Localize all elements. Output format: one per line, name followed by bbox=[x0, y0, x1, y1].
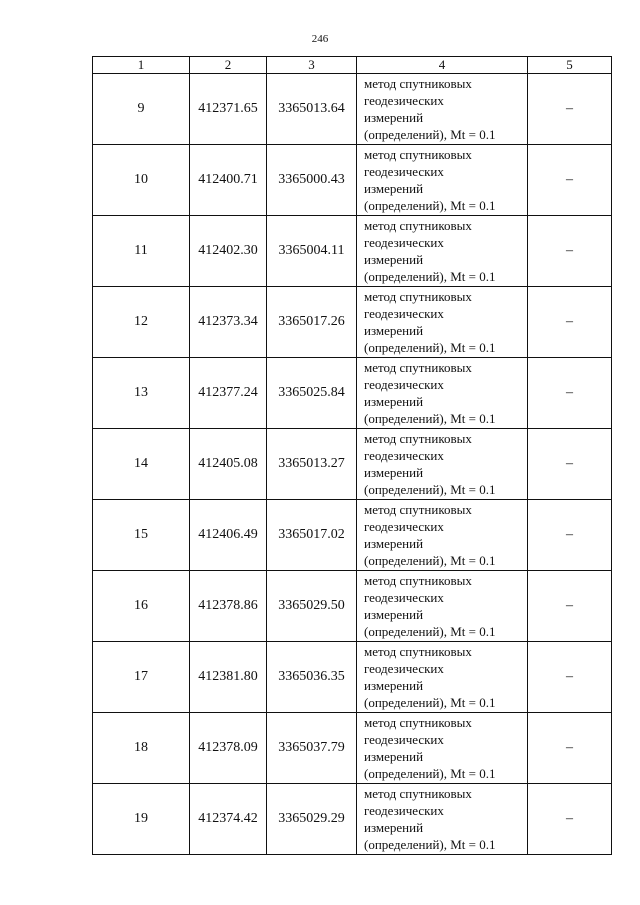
note-cell: – bbox=[528, 500, 612, 571]
column-header-4: 4 bbox=[357, 57, 528, 74]
method-cell bbox=[357, 216, 528, 287]
table-body bbox=[93, 74, 612, 855]
method-cell bbox=[357, 74, 528, 145]
method-text-line: геодезических bbox=[364, 448, 444, 463]
method-text-line: измерений bbox=[364, 820, 424, 835]
method-text-line: измерений bbox=[364, 607, 424, 622]
y-coordinate-cell: 3365017.02 bbox=[267, 500, 357, 571]
method-text-line: измерений bbox=[364, 536, 424, 551]
method-text-line: (определений), Mt = 0.1 bbox=[364, 482, 496, 497]
table-row bbox=[93, 145, 612, 216]
point-number-cell: 10 bbox=[93, 145, 190, 216]
y-coordinate-cell: 3365013.27 bbox=[267, 429, 357, 500]
method-text-line: метод спутниковых bbox=[364, 76, 472, 91]
method-cell bbox=[357, 287, 528, 358]
point-number-cell: 15 bbox=[93, 500, 190, 571]
method-cell bbox=[357, 358, 528, 429]
method-text-line: метод спутниковых bbox=[364, 644, 472, 659]
method-text-line: геодезических bbox=[364, 93, 444, 108]
column-header-3: 3 bbox=[267, 57, 357, 74]
point-number-cell: 18 bbox=[93, 713, 190, 784]
table-row bbox=[93, 358, 612, 429]
method-text-line: метод спутниковых bbox=[364, 431, 472, 446]
note-cell: – bbox=[528, 429, 612, 500]
method-text-line: (определений), Mt = 0.1 bbox=[364, 695, 496, 710]
page-number: 246 bbox=[311, 33, 329, 45]
method-text-line: геодезических bbox=[364, 732, 444, 747]
method-text-line: измерений bbox=[364, 394, 424, 409]
method-text-line: геодезических bbox=[364, 519, 444, 534]
method-text-line: (определений), Mt = 0.1 bbox=[364, 624, 496, 639]
y-coordinate-cell: 3365017.26 bbox=[267, 287, 357, 358]
method-text-line: измерений bbox=[364, 181, 424, 196]
method-text-line: измерений bbox=[364, 465, 424, 480]
method-text-line: (определений), Mt = 0.1 bbox=[364, 340, 496, 355]
method-text-line: метод спутниковых bbox=[364, 360, 472, 375]
x-coordinate-cell: 412402.30 bbox=[190, 216, 267, 287]
x-coordinate-cell: 412374.42 bbox=[190, 784, 267, 855]
y-coordinate-cell: 3365029.29 bbox=[267, 784, 357, 855]
method-text-line: метод спутниковых bbox=[364, 786, 472, 801]
y-coordinate-cell: 3365013.64 bbox=[267, 74, 357, 145]
method-text-line: (определений), Mt = 0.1 bbox=[364, 198, 496, 213]
method-text-line: измерений bbox=[364, 678, 424, 693]
method-text-line: метод спутниковых bbox=[364, 147, 472, 162]
method-text-line: геодезических bbox=[364, 377, 444, 392]
x-coordinate-cell: 412378.86 bbox=[190, 571, 267, 642]
method-cell bbox=[357, 642, 528, 713]
x-coordinate-cell: 412381.80 bbox=[190, 642, 267, 713]
point-number-cell: 12 bbox=[93, 287, 190, 358]
method-text-line: (определений), Mt = 0.1 bbox=[364, 553, 496, 568]
method-text-line: геодезических bbox=[364, 164, 444, 179]
point-number-cell: 14 bbox=[93, 429, 190, 500]
table-row bbox=[93, 287, 612, 358]
method-text-line: (определений), Mt = 0.1 bbox=[364, 837, 496, 852]
method-text-line: геодезических bbox=[364, 590, 444, 605]
x-coordinate-cell: 412406.49 bbox=[190, 500, 267, 571]
table-row bbox=[93, 642, 612, 713]
method-cell bbox=[357, 784, 528, 855]
table-row bbox=[93, 500, 612, 571]
y-coordinate-cell: 3365029.50 bbox=[267, 571, 357, 642]
point-number-cell: 9 bbox=[93, 74, 190, 145]
x-coordinate-cell: 412405.08 bbox=[190, 429, 267, 500]
method-text-line: измерений bbox=[364, 110, 424, 125]
table-row bbox=[93, 571, 612, 642]
column-header-2: 2 bbox=[190, 57, 267, 74]
y-coordinate-cell: 3365004.11 bbox=[267, 216, 357, 287]
method-text-line: геодезических bbox=[364, 306, 444, 321]
point-number-cell: 16 bbox=[93, 571, 190, 642]
note-cell: – bbox=[528, 571, 612, 642]
method-cell bbox=[357, 145, 528, 216]
x-coordinate-cell: 412371.65 bbox=[190, 74, 267, 145]
table-row bbox=[93, 713, 612, 784]
method-text-line: метод спутниковых bbox=[364, 289, 472, 304]
table-row bbox=[93, 429, 612, 500]
note-cell: – bbox=[528, 642, 612, 713]
x-coordinate-cell: 412377.24 bbox=[190, 358, 267, 429]
method-text-line: метод спутниковых bbox=[364, 218, 472, 233]
column-header-1: 1 bbox=[93, 57, 190, 74]
y-coordinate-cell: 3365025.84 bbox=[267, 358, 357, 429]
method-text-line: (определений), Mt = 0.1 bbox=[364, 766, 496, 781]
point-number-cell: 13 bbox=[93, 358, 190, 429]
table-row bbox=[93, 216, 612, 287]
method-text-line: (определений), Mt = 0.1 bbox=[364, 127, 496, 142]
note-cell: – bbox=[528, 216, 612, 287]
method-cell bbox=[357, 429, 528, 500]
table-row bbox=[93, 74, 612, 145]
note-cell: – bbox=[528, 74, 612, 145]
method-text-line: метод спутниковых bbox=[364, 715, 472, 730]
x-coordinate-cell: 412378.09 bbox=[190, 713, 267, 784]
column-header-5: 5 bbox=[528, 57, 612, 74]
method-text-line: геодезических bbox=[364, 661, 444, 676]
note-cell: – bbox=[528, 145, 612, 216]
note-cell: – bbox=[528, 713, 612, 784]
note-cell: – bbox=[528, 784, 612, 855]
x-coordinate-cell: 412373.34 bbox=[190, 287, 267, 358]
method-cell bbox=[357, 571, 528, 642]
method-text-line: геодезических bbox=[364, 803, 444, 818]
method-text-line: (определений), Mt = 0.1 bbox=[364, 411, 496, 426]
note-cell: – bbox=[528, 358, 612, 429]
method-text-line: (определений), Mt = 0.1 bbox=[364, 269, 496, 284]
table-row bbox=[93, 784, 612, 855]
point-number-cell: 17 bbox=[93, 642, 190, 713]
y-coordinate-cell: 3365000.43 bbox=[267, 145, 357, 216]
y-coordinate-cell: 3365036.35 bbox=[267, 642, 357, 713]
coordinates-table bbox=[92, 56, 612, 855]
method-text-line: измерений bbox=[364, 323, 424, 338]
method-text-line: геодезических bbox=[364, 235, 444, 250]
y-coordinate-cell: 3365037.79 bbox=[267, 713, 357, 784]
method-text-line: метод спутниковых bbox=[364, 573, 472, 588]
method-text-line: метод спутниковых bbox=[364, 502, 472, 517]
method-cell bbox=[357, 500, 528, 571]
point-number-cell: 11 bbox=[93, 216, 190, 287]
method-cell bbox=[357, 713, 528, 784]
note-cell: – bbox=[528, 287, 612, 358]
x-coordinate-cell: 412400.71 bbox=[190, 145, 267, 216]
point-number-cell: 19 bbox=[93, 784, 190, 855]
table-header-row bbox=[93, 57, 612, 74]
method-text-line: измерений bbox=[364, 252, 424, 267]
method-text-line: измерений bbox=[364, 749, 424, 764]
